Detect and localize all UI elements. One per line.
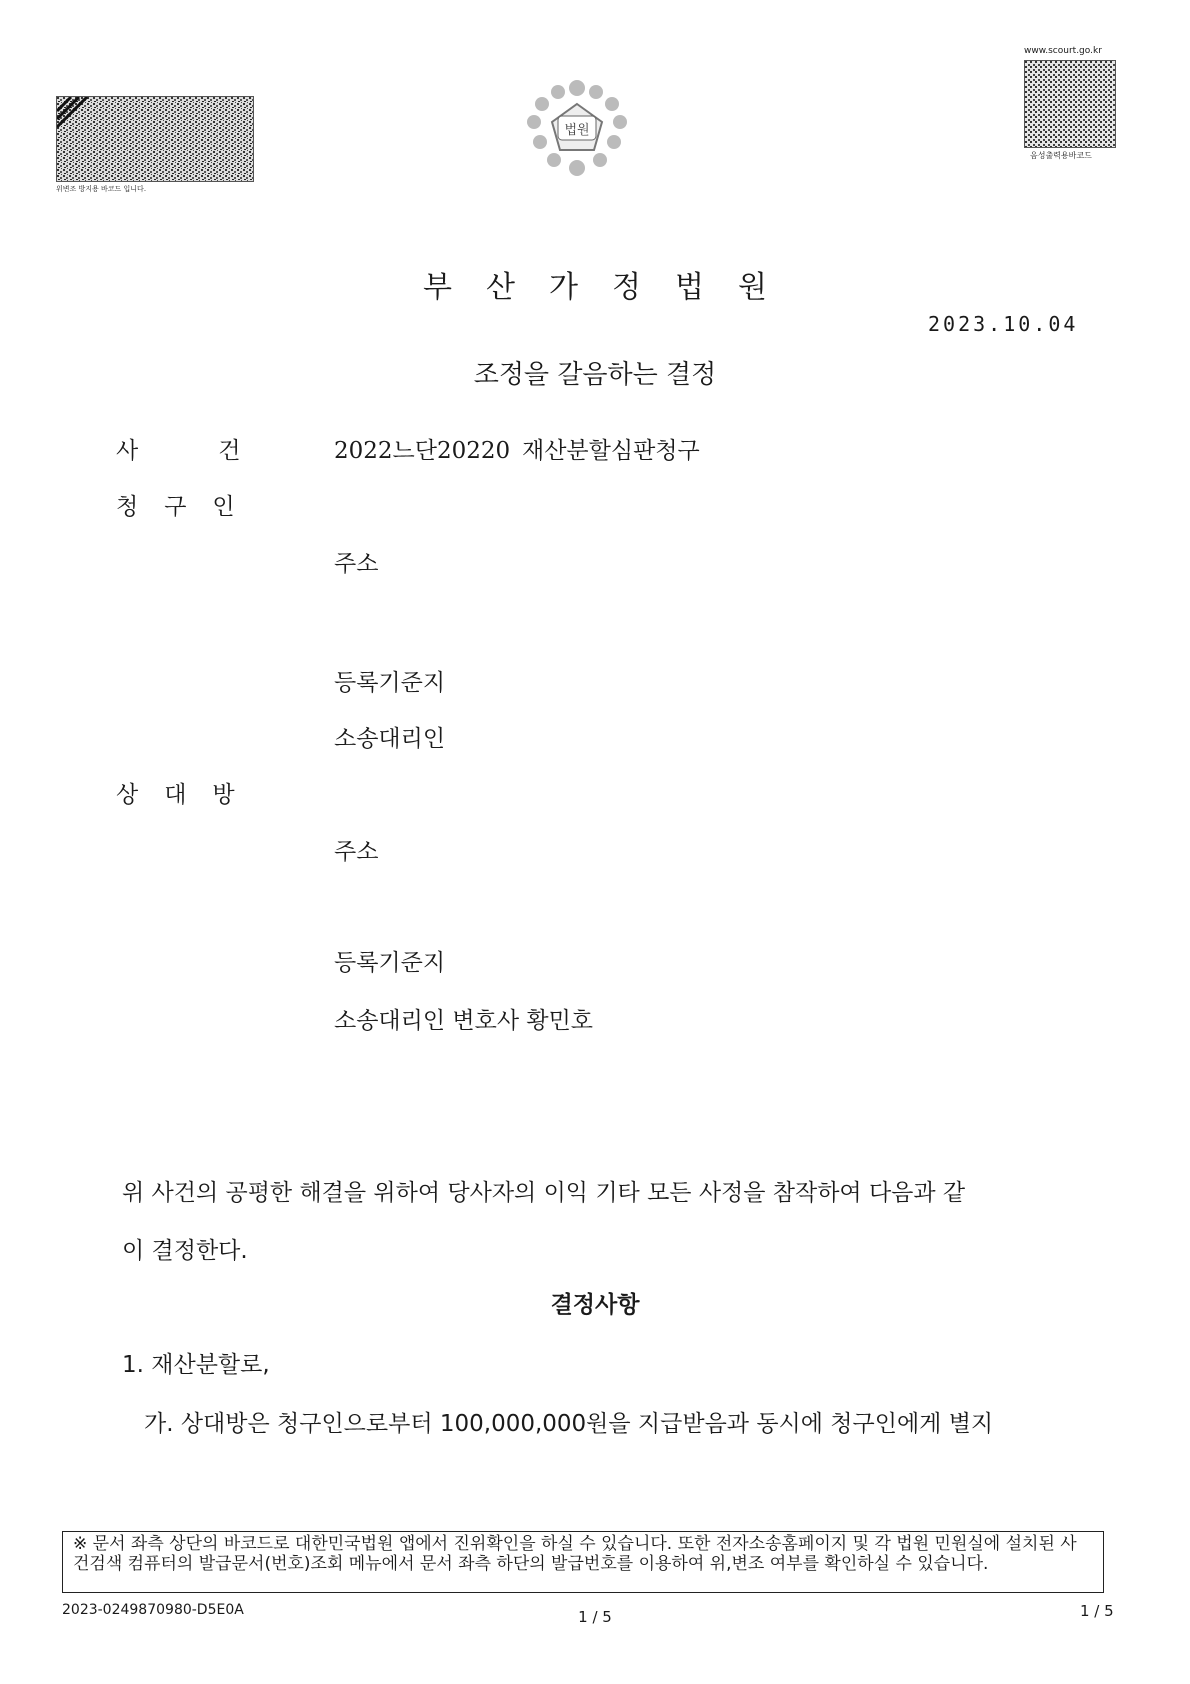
- page-number-right: 1 / 5: [1080, 1602, 1114, 1620]
- barcode-pattern: [57, 97, 253, 181]
- verification-notice-text: ※ 문서 좌측 상단의 바코드로 대한민국법원 앱에서 진위확인을 하실 수 있습니다. 또한 전자소송홈페이지 및 각 법원 민원실에 설치된 사건검색 컴퓨터의 발급문서(번호)조회 메뉴에서 문서 좌측 하단의 발급번호를 이용하여 위,변조 여부를 확인하실 수 있습니다.: [73, 1534, 1077, 1574]
- decision-item-1: 1. 재산분할로,: [122, 1352, 270, 1378]
- claimant-attorney-label: 소송대리인: [334, 726, 446, 752]
- barcode-note: 위변조 방지용 바코드 입니다.: [56, 185, 147, 193]
- respondent-registry-label: 등록기준지: [334, 950, 446, 976]
- respondent-attorney: 소송대리인 변호사 황민호: [334, 1008, 594, 1034]
- court-name: 부산가정법원: [423, 270, 801, 305]
- verification-barcode: [56, 96, 254, 182]
- respondent-address-label: 주소: [334, 839, 379, 865]
- page-number-center: 1 / 5: [578, 1608, 612, 1626]
- qr-url: www.scourt.go.kr: [1024, 46, 1102, 56]
- qr-caption: 음성출력용바코드: [1030, 151, 1092, 160]
- decision-item-1a: 가. 상대방은 청구인으로부터 100,000,000원을 지급받음과 동시에 청구인에게 별지: [144, 1411, 994, 1437]
- verification-notice-box: [62, 1531, 1104, 1593]
- case-label: 사건: [116, 438, 321, 464]
- issue-number: 2023-0249870980-D5E0A: [62, 1602, 244, 1618]
- claimant-address-label: 주소: [334, 551, 379, 577]
- body-line-2: 이 결정한다.: [122, 1238, 248, 1264]
- document-title: 조정을 갈음하는 결정: [473, 360, 717, 390]
- respondent-label: 상대방: [116, 782, 261, 808]
- voice-output-qr-code: [1024, 60, 1116, 148]
- body-line-1: 위 사건의 공평한 해결을 위하여 당사자의 이익 기타 모든 사정을 참작하여 다음과 같: [122, 1180, 966, 1206]
- seal-text: 법원: [564, 123, 590, 138]
- court-seal-emblem: [518, 78, 636, 178]
- claimant-registry-label: 등록기준지: [334, 670, 446, 696]
- case-number: 2022느단20220: [334, 438, 511, 464]
- case-name: 재산분할심판청구: [522, 438, 700, 464]
- document-date: 2023.10.04: [928, 312, 1079, 336]
- decision-section-title: 결정사항: [550, 1292, 640, 1318]
- claimant-label: 청구인: [116, 494, 261, 520]
